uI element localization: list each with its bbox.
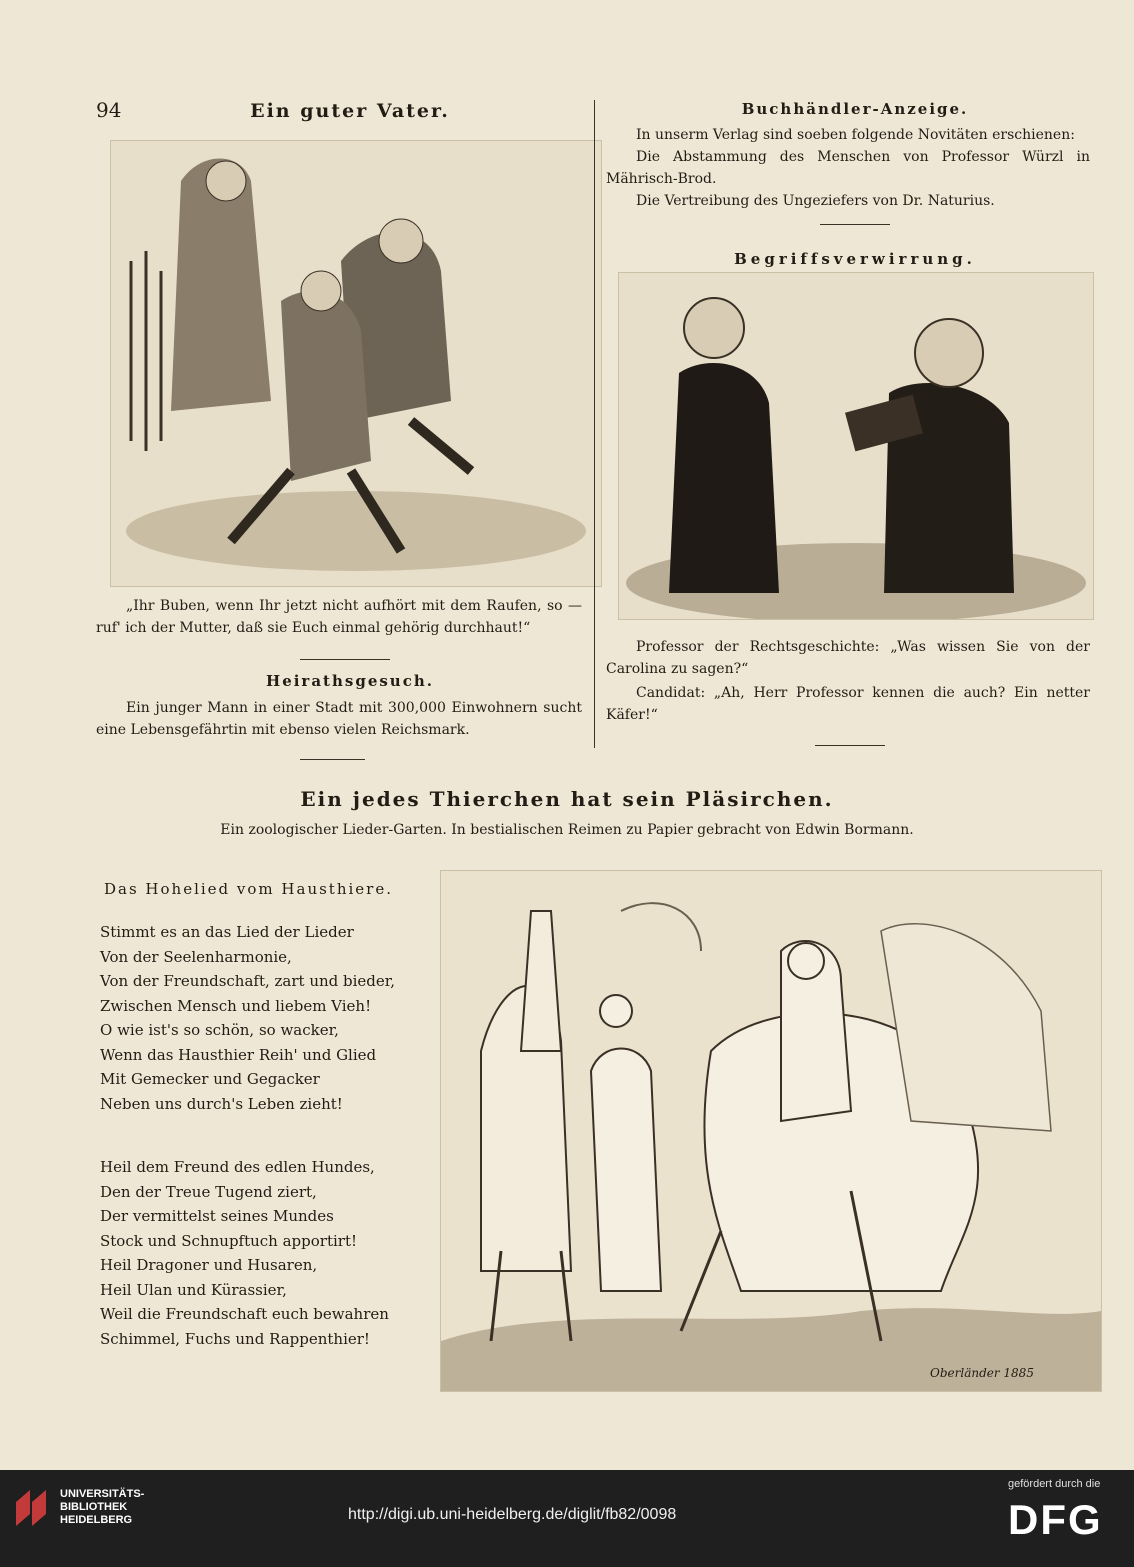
ad-title: Heirathsgesuch.: [266, 672, 434, 690]
left-title: Ein guter Vater.: [250, 100, 450, 122]
poem-line: Heil dem Freund des edlen Hundes,: [100, 1158, 375, 1176]
column-divider: [594, 100, 595, 748]
illustration-soldiers-horses: [440, 870, 1102, 1392]
artist-signature: Oberländer 1885: [930, 1366, 1034, 1380]
poem-line: Wenn das Hausthier Reih' und Glied: [100, 1045, 377, 1064]
poem-stanza-1: [100, 920, 395, 1116]
bottom-subtitle: Ein zoologischer Lieder-Garten. In bestialischen Reimen zu Papier gebracht von Edwin Bormann.: [220, 822, 914, 838]
short-rule-1: [300, 659, 390, 660]
poem-line: Heil Ulan und Kürassier,: [100, 1280, 287, 1299]
poem-line: Den der Treue Tugend ziert,: [100, 1182, 317, 1201]
poem-line: Stimmt es an das Lied der Lieder: [100, 923, 354, 941]
right-title: Buchhändler-Anzeige.: [741, 100, 969, 118]
poem-line: Stock und Schnupftuch apportirt!: [100, 1231, 358, 1250]
dialog-professor: Professor der Rechtsgeschichte: „Was wissen Sie von der Carolina zu sagen?“: [606, 639, 1090, 677]
poem-line: Zwischen Mensch und liebem Vieh!: [100, 996, 372, 1015]
poem-line: Der vermittelst seines Mundes: [100, 1207, 334, 1225]
poem-line: Von der Seelenharmonie,: [100, 947, 292, 966]
page-number: 94: [96, 98, 122, 122]
book-line-2: Die Abstammung des Menschen von Professor Würzl in Mährisch-Brod.: [606, 149, 1090, 187]
bottom-title: Ein jedes Thierchen hat sein Pläsirchen.: [300, 787, 834, 811]
dfg-logo: DFG: [1008, 1496, 1103, 1543]
library-logo-icon: [14, 1488, 48, 1528]
footer-bar: [0, 1470, 1134, 1567]
poem-title: Das Hohelied vom Hausthiere.: [104, 880, 393, 898]
short-rule-2: [300, 759, 365, 760]
poem-stanza-2: [100, 1155, 389, 1351]
poem-line: Mit Gemecker und Gegacker: [100, 1070, 320, 1088]
poem-line: Heil Dragoner und Husaren,: [100, 1256, 318, 1274]
library-name: UNIVERSITÄTS- BIBLIOTHEK HEIDELBERG: [60, 1488, 145, 1526]
poem-line: Weil die Freundschaft euch bewahren: [100, 1305, 389, 1323]
right-title-2: Begriffsverwirrung.: [734, 250, 976, 268]
poem-line: Von der Freundschaft, zart und bieder,: [100, 972, 396, 990]
funded-text: gefördert durch die: [1008, 1478, 1101, 1490]
book-line-1: In unserm Verlag sind soeben folgende Novitäten erschienen:: [636, 127, 1075, 143]
short-rule-3: [820, 224, 890, 225]
ad-text: Ein junger Mann in einer Stadt mit 300,000 Einwohnern sucht eine Lebensgefährtin mit ebenso vielen Reichsmark.: [96, 700, 582, 738]
book-line-3: Die Vertreibung des Ungeziefers von Dr. Naturius.: [636, 193, 995, 209]
poem-line: O wie ist's so schön, so wacker,: [100, 1021, 339, 1039]
dialog-candidate: Candidat: „Ah, Herr Professor kennen die auch? Ein netter Käfer!“: [606, 685, 1090, 723]
poem-line: Neben uns durch's Leben zieht!: [100, 1094, 343, 1113]
short-rule-4: [815, 745, 885, 746]
illustration-professor-candidate: [618, 272, 1094, 620]
document-url[interactable]: http://digi.ub.uni-heidelberg.de/diglit/fb82/0098: [348, 1506, 677, 1523]
left-caption: „Ihr Buben, wenn Ihr jetzt nicht aufhört mit dem Raufen, so — ruf' ich der Mutter, daß sie Euch einmal gehörig durchhaut!“: [96, 598, 582, 636]
illustration-fighting-boys: [110, 140, 602, 587]
poem-line: Schimmel, Fuchs und Rappenthier!: [100, 1329, 370, 1348]
